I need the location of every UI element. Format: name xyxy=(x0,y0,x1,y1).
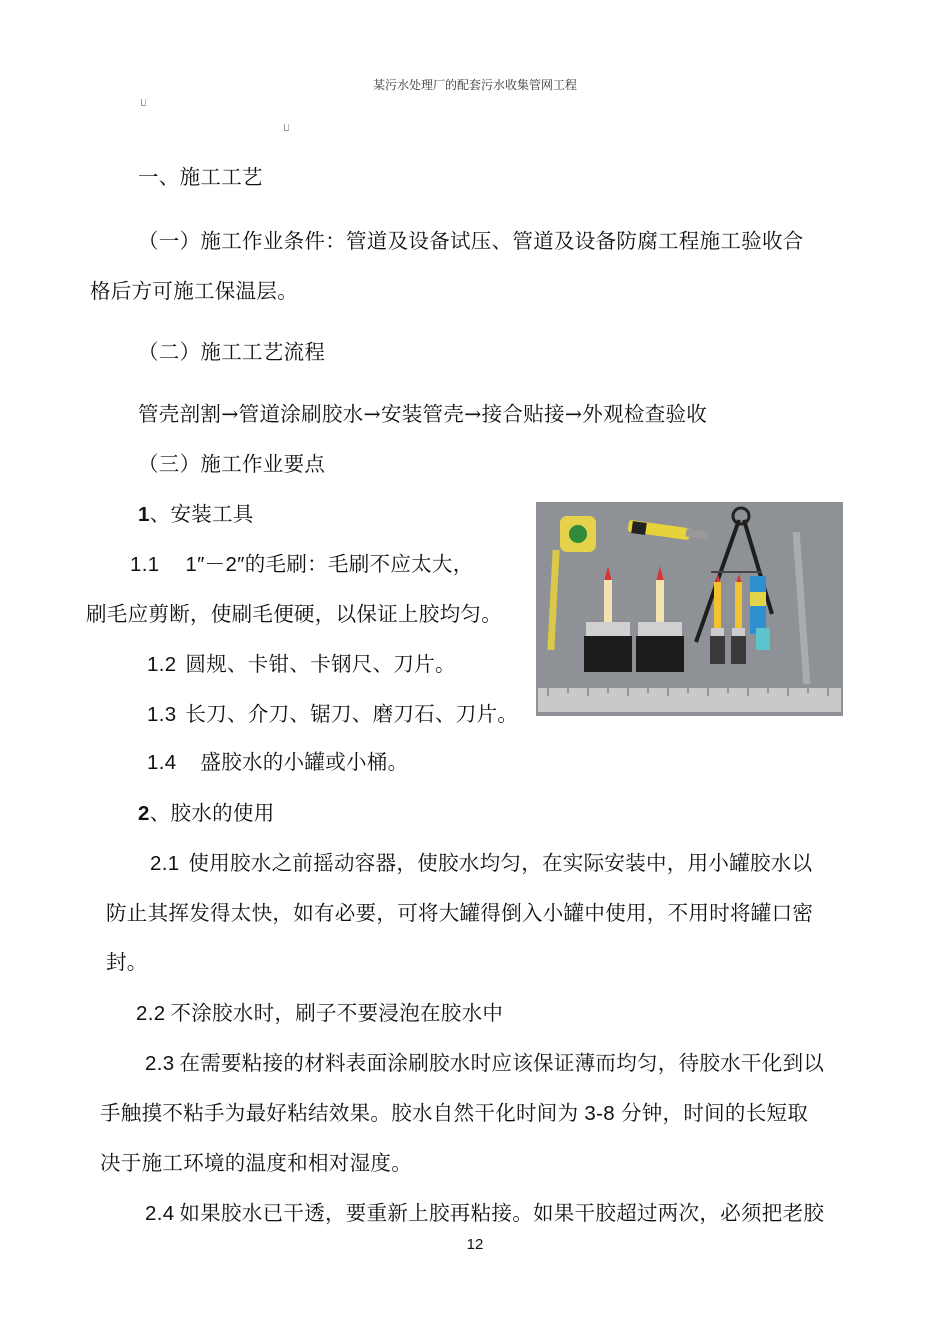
glue-para-2-1-line-3: 封。 xyxy=(106,950,148,974)
glue-para-2-1-line-1: 2.1 使用胶水之前摇动容器，使胶水均匀，在实际安装中，用小罐胶水以 xyxy=(150,851,813,875)
tool-item-1-3: 1.3 长刀、介刀、锯刀、磨刀石、刀片。 xyxy=(147,702,519,726)
section-title: 一、施工工艺 xyxy=(138,165,263,189)
tool-item-1-2: 1.2 圆规、卡钳、卡钢尺、刀片。 xyxy=(147,652,456,676)
glue-para-2-3-line-2: 手触摸不粘手为最好粘结效果。胶水自然干化时间为 3-8 分钟，时间的长短取 xyxy=(100,1101,809,1125)
glue-para-2-3-line-1: 2.3 在需要粘接的材料表面涂刷胶水时应该保证薄而均匀，待胶水干化到以 xyxy=(145,1051,825,1075)
flow-steps: 管壳剖割→管道涂刷胶水→安装管壳→接合贴接→外观检查验收 xyxy=(138,402,708,426)
tool-item-1-4: 1.4 盛胶水的小罐或小桶。 xyxy=(147,750,409,774)
page-number: 12 xyxy=(466,1236,484,1253)
glue-para-2-2: 2.2 不涂胶水时，刷子不要浸泡在胶水中 xyxy=(136,1001,504,1025)
tools-heading: 1、安装工具 xyxy=(138,502,254,526)
corner-mark-icon xyxy=(284,124,289,131)
tool-item-1-1: 1.1 1″－2″的毛刷：毛刷不应太大， xyxy=(130,552,474,576)
tools-photo xyxy=(536,502,843,716)
condition-line-2: 格后方可施工保温层。 xyxy=(90,279,298,303)
tool-item-1-1-cont: 刷毛应剪断，使刷毛便硬，以保证上胶均匀。 xyxy=(86,602,502,626)
glue-para-2-3-line-3: 决于施工环境的温度和相对湿度。 xyxy=(100,1151,412,1175)
page-header: 某污水处理厂的配套污水收集管网工程 xyxy=(372,78,577,92)
points-title: （三）施工作业要点 xyxy=(138,452,326,476)
condition-line-1: （一）施工作业条件：管道及设备试压、管道及设备防腐工程施工验收合 xyxy=(138,229,804,253)
glue-heading: 2、胶水的使用 xyxy=(138,801,275,825)
glue-para-2-1-line-2: 防止其挥发得太快，如有必要，可将大罐得倒入小罐中使用，不用时将罐口密 xyxy=(106,901,814,925)
flow-title: （二）施工工艺流程 xyxy=(138,340,326,364)
corner-mark-icon xyxy=(141,99,146,106)
glue-para-2-4: 2.4 如果胶水已干透，要重新上胶再粘接。如果干胶超过两次，必须把老胶 xyxy=(145,1201,825,1225)
